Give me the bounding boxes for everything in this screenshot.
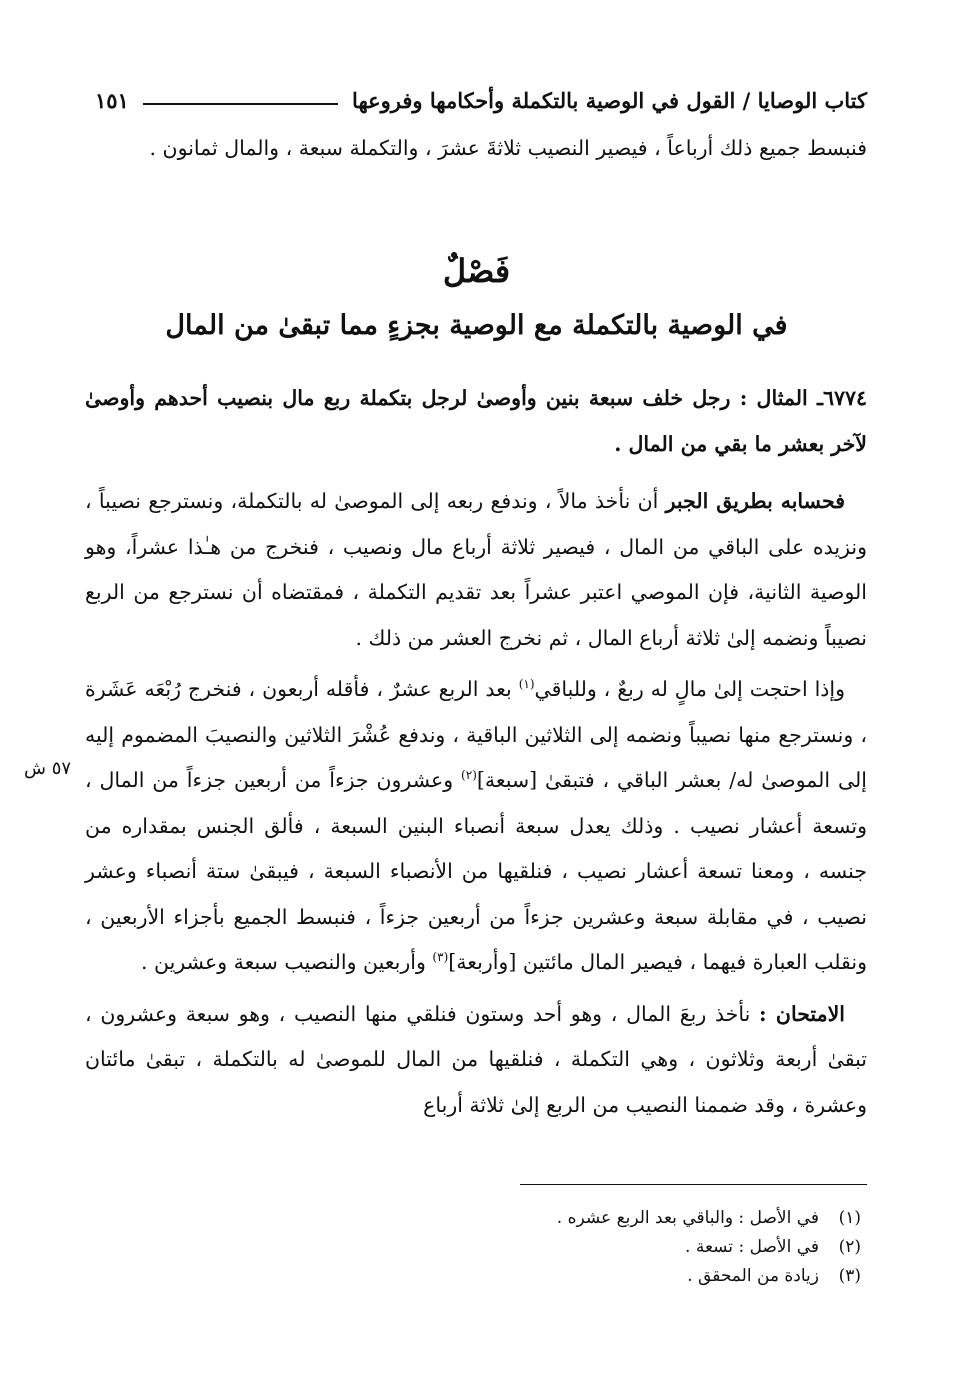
header-rule bbox=[143, 103, 338, 105]
exam-paragraph bbox=[85, 992, 867, 1129]
section-title: في الوصية بالتكملة مع الوصية بجزءٍ مما تبقىٰ من المال bbox=[165, 310, 788, 341]
footnote-separator bbox=[520, 1184, 867, 1185]
chapter-ornament: فَصْلٌ bbox=[442, 252, 511, 290]
footnote-ref-3[interactable]: (٣) bbox=[432, 950, 449, 965]
example-text: رجل خلف سبعة بنين وأوصىٰ لرجل بتكملة ربع مال بنصيب أحدهم وأوصىٰ لآخر بعشر ما بقي من المال . bbox=[85, 386, 867, 456]
exam-label: الامتحان : bbox=[759, 1001, 845, 1026]
calc-text-3: وعشرون جزءاً من أربعين جزءاً من المال ، وتسعة أعشار نصيب . وذلك يعدل سبعة أنصباء البنين السبعة ، فألق الجنس بمقداره من جنسه ، ومعنا تسعة أعشار نصيب ، فنلقيها من الأنصباء السبعة ، فيبقىٰ ستة أنصباء وعشر نصيب ، في مقابلة سبعة وعشرين جزءاً من أربعين جزءاً ، فنبسط الجميع بأجزاء الأربعين ، ونقلب العبارة فيهما ، فيصير المال مائتين [وأربعة] bbox=[85, 768, 867, 974]
footnotes bbox=[300, 1204, 861, 1291]
exam-text: نأخذ ربعَ المال ، وهو أحد وستون فنلقي منها النصيب ، وهو سبعة وعشرون ، تبقىٰ أربعة وثلاثون ، وهي التكملة ، فنلقيها من المال للموصىٰ له بالتكملة ، تبقىٰ مائتان وعشرة ، وقد ضممنا النصيب من الربع إلىٰ ثلاثة أرباع bbox=[85, 1001, 867, 1117]
page-number: ١٥١ bbox=[95, 87, 129, 113]
intro-paragraph-block bbox=[85, 126, 867, 172]
footnote-number: (١) bbox=[838, 1208, 861, 1228]
calculation-paragraph bbox=[85, 667, 867, 986]
footnote-item bbox=[300, 1204, 861, 1233]
manuscript-folio-note: ٥٧ ش bbox=[24, 758, 72, 779]
algebra-label: فحسابه بطريق الجبر bbox=[665, 489, 845, 513]
example-paragraph bbox=[85, 376, 867, 467]
body-text bbox=[85, 376, 867, 1128]
running-header bbox=[95, 80, 867, 120]
algebra-text: أن نأخذ مالاً ، وندفع ربعه إلى الموصىٰ له بالتكملة، ونسترجع نصيباً ، ونزيده على الباقي من المال ، فيصير ثلاثة أرباع مال ونصيب ، فنخرج من هـٰذا عشراً، وهو الوصية الثانية، فإن الموصي اعتبر عشراً بعد تقديم التكملة ، فمقتضاه أن نسترجع من الربع نصيباً ونضمه إلىٰ ثلاثة أرباع المال ، ثم نخرج العشر من ذلك . bbox=[85, 489, 867, 650]
footnote-text: في الأصل : والباقي بعد الربع عشره . bbox=[556, 1208, 819, 1228]
example-label: ٦٧٧٤ـ المثال : bbox=[739, 386, 867, 410]
footnote-ref-2[interactable]: (٢) bbox=[461, 768, 477, 783]
footnote-item bbox=[300, 1233, 861, 1262]
calc-text-1: وإذا احتجت إلىٰ مالٍ له ربعٌ ، وللباقي bbox=[534, 677, 845, 701]
footnote-text: زيادة من المحقق . bbox=[687, 1266, 819, 1286]
footnote-number: (٢) bbox=[838, 1237, 861, 1257]
algebra-paragraph bbox=[85, 479, 867, 661]
footnote-number: (٣) bbox=[838, 1266, 861, 1286]
header-title: كتاب الوصايا / القول في الوصية بالتكملة وأحكامها وفروعها bbox=[352, 87, 867, 113]
calc-text-2: بعد الربع عشرٌ ، فأقله أربعون ، فنخرج رُبْعَه عَشَرة ، ونسترجع منها نصيباً ونضمه إلى الثلاثين الباقية ، وندفع عُشْرَ الثلاثين والنصيبَ المضموم إليه إلى الموصىٰ له/ بعشر الباقي ، فتبقىٰ [سبعة] bbox=[85, 677, 867, 792]
footnote-item bbox=[300, 1262, 861, 1291]
footnote-ref-1[interactable]: (١) bbox=[518, 677, 535, 692]
calc-text-4: وأربعين والنصيب سبعة وعشرين . bbox=[141, 950, 426, 974]
footnote-text: في الأصل : تسعة . bbox=[685, 1237, 819, 1257]
intro-paragraph: فنبسط جميع ذلك أرباعاً ، فيصير النصيب ثلاثةَ عشرَ ، والتكملة سبعة ، والمال ثمانون . bbox=[149, 136, 867, 160]
